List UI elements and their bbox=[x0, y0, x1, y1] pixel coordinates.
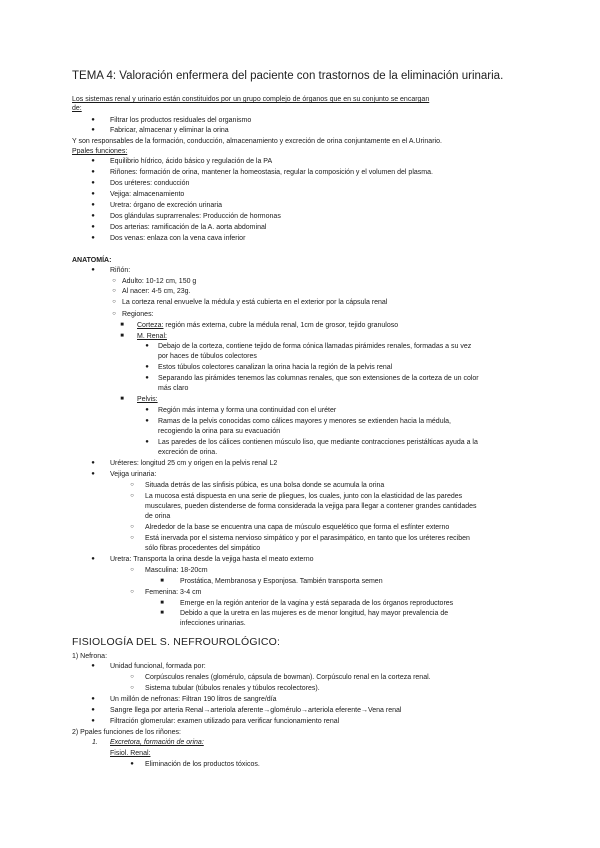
list-item: Situada detrás de las sínfisis púbica, es una bolsa donde se acumula la orina bbox=[145, 482, 385, 489]
list-item-continuation: musculares, pueden distenderse de forma considerada la vejiga para llegar a contener grandes cantidades bbox=[145, 503, 477, 510]
bullet-icon: ● bbox=[91, 696, 95, 702]
bullet-icon: ■ bbox=[120, 333, 124, 339]
list-item: Riñones: formación de orina, mantener la homeostasia, regular la composición y el volumen del plasma. bbox=[110, 169, 433, 176]
list-item: Adulto: 10-12 cm, 150 g bbox=[122, 278, 197, 285]
section-heading: ANATOMÍA: bbox=[72, 257, 112, 264]
list-item: Eliminación de los productos tóxicos. bbox=[145, 761, 260, 768]
list-item: Está inervada por el sistema nervioso simpático y por el parasimpático, en tanto que los uréteres reciben bbox=[145, 535, 470, 542]
list-item: Fabricar, almacenar y eliminar la orina bbox=[110, 127, 229, 134]
subheading: 2) Ppales funciones de los riñones: bbox=[72, 729, 181, 736]
list-item: Prostática, Membranosa y Esponjosa. También transporta semen bbox=[180, 578, 383, 585]
bullet-icon: ● bbox=[91, 127, 95, 133]
subheading: 1) Nefrona: bbox=[72, 653, 108, 660]
list-item-continuation: por haces de túbulos colectores bbox=[158, 353, 257, 360]
bullet-icon: ● bbox=[145, 407, 149, 413]
list-item: Equilibrio hídrico, ácido básico y regulación de la PA bbox=[110, 158, 273, 165]
intro-line-1: Los sistemas renal y urinario están constituidos por un grupo complejo de órganos que en su conjunto se encargan bbox=[72, 96, 430, 103]
list-item-continuation: sólo fibras procedentes del simpático bbox=[145, 545, 261, 552]
region-label: Pelvis: bbox=[137, 396, 158, 403]
list-item: Dos glándulas suprarrenales: Producción de hormonas bbox=[110, 213, 281, 220]
list-item: Alrededor de la base se encuentra una capa de músculo esquelético que forma el esfínter externo bbox=[145, 524, 450, 531]
bullet-icon: ● bbox=[91, 267, 95, 273]
list-item: Masculina: 18-20cm bbox=[145, 567, 208, 574]
list-item: Sistema tubular (túbulos renales y túbulos recolectores). bbox=[145, 685, 320, 692]
bullet-icon: ○ bbox=[130, 674, 134, 680]
bullet-icon: ■ bbox=[120, 396, 124, 402]
bullet-icon: ○ bbox=[112, 288, 116, 294]
list-item: Excretora, formación de orina: bbox=[110, 739, 204, 746]
region-label: M. Renal: bbox=[137, 333, 167, 340]
bullet-icon: ● bbox=[91, 191, 95, 197]
bullet-icon: ■ bbox=[160, 578, 164, 584]
list-item: Dos uréteres: conducción bbox=[110, 180, 190, 187]
list-item: Ramas de la pelvis conocidas como cálices mayores y menores se extienden hacia la médula, bbox=[158, 418, 451, 425]
list-item: Al nacer: 4-5 cm, 23g. bbox=[122, 288, 191, 295]
bullet-icon: ● bbox=[130, 761, 134, 767]
bullet-icon: ● bbox=[145, 343, 149, 349]
bullet-icon: ○ bbox=[130, 524, 134, 530]
list-item-continuation: de orina bbox=[145, 513, 171, 520]
bullet-icon: ● bbox=[145, 418, 149, 424]
list-item: Un millón de nefronas: Filtran 190 litros de sangre/día bbox=[110, 696, 277, 703]
list-item: Uretra: órgano de excreción urinaria bbox=[110, 202, 223, 209]
bullet-icon: ■ bbox=[160, 610, 164, 616]
list-item-continuation: más claro bbox=[158, 385, 189, 392]
list-item: Dos venas: enlaza con la vena cava inferior bbox=[110, 235, 246, 242]
list-item: Filtración glomerular: examen utilizado para verificar funcionamiento renal bbox=[110, 718, 340, 725]
section-heading: FISIOLOGÍA DEL S. NEFROUROLÓGICO: bbox=[72, 636, 281, 648]
bullet-icon: ● bbox=[145, 364, 149, 370]
bullet-icon: ○ bbox=[130, 567, 134, 573]
bullet-icon: ● bbox=[91, 663, 95, 669]
list-item: Debido a que la uretra en las mujeres es de menor longitud, hay mayor prevalencia de bbox=[180, 610, 449, 617]
bullet-icon: ● bbox=[91, 224, 95, 230]
intro-responsibility: Y son responsables de la formación, conducción, almacenamiento y excreción de orina conjuntamente en el A.Urinario. bbox=[72, 138, 442, 145]
bullet-icon: ■ bbox=[120, 322, 124, 328]
list-item: Vejiga urinaria: bbox=[110, 471, 157, 478]
list-item: Riñón: bbox=[110, 267, 131, 274]
section-heading: Ppales funciones: bbox=[72, 148, 128, 155]
list-item: La mucosa está dispuesta en una serie de pliegues, los cuales, junto con la elasticidad de las paredes bbox=[145, 493, 463, 500]
subheading: Fisiol. Renal: bbox=[110, 750, 151, 757]
list-item: Uretra: Transporta la orina desde la vejiga hasta el meato externo bbox=[110, 556, 314, 563]
bullet-icon: ● bbox=[91, 460, 95, 466]
bullet-icon: ○ bbox=[130, 589, 134, 595]
list-item: Región más interna y forma una continuidad con el uréter bbox=[158, 407, 337, 414]
bullet-icon: ○ bbox=[130, 482, 134, 488]
region-label: Corteza: bbox=[137, 322, 164, 329]
list-item-continuation: infecciones urinarias. bbox=[180, 620, 246, 627]
list-item: Emerge en la región anterior de la vagina y está separada de los órganos reproductores bbox=[180, 600, 454, 607]
bullet-icon: ● bbox=[145, 439, 149, 445]
list-item: Corpúsculos renales (glomérulo, cápsula de bowman). Corpúsculo renal en la corteza renal. bbox=[145, 674, 431, 681]
bullet-icon: ○ bbox=[130, 493, 134, 499]
region-text: región más externa, cubre la médula renal, 1cm de grosor, tejido granuloso bbox=[163, 322, 399, 329]
bullet-icon: ○ bbox=[112, 278, 116, 284]
bullet-icon: ● bbox=[91, 169, 95, 175]
list-item: Sangre llega por arteria Renal→arteriola aferente→glomérulo→arteriola eferente→Vena renal bbox=[110, 707, 402, 714]
list-item: La corteza renal envuelve la médula y está cubierta en el exterior por la cápsula renal bbox=[122, 299, 388, 306]
bullet-icon: ■ bbox=[160, 600, 164, 606]
list-item: Dos arterias: ramificación de la A. aorta abdominal bbox=[110, 224, 267, 231]
bullet-icon: ● bbox=[91, 117, 95, 123]
list-item-continuation: recogiendo la orina para su evacuación bbox=[158, 428, 281, 435]
list-item bbox=[137, 321, 398, 330]
list-item: Unidad funcional, formada por: bbox=[110, 663, 206, 670]
list-item: Uréteres: longitud 25 cm y origen en la pelvis renal L2 bbox=[110, 460, 278, 467]
page-title: TEMA 4: Valoración enfermera del paciente con trastornos de la eliminación urinaria. bbox=[72, 70, 504, 82]
intro-line-2: de: bbox=[72, 105, 82, 112]
bullet-icon: ● bbox=[91, 707, 95, 713]
list-item: Femenina: 3-4 cm bbox=[145, 589, 202, 596]
bullet-icon: ● bbox=[91, 718, 95, 724]
list-item: Las paredes de los cálices contienen músculo liso, que mediante contracciones peristálticas ayuda a la bbox=[158, 439, 478, 446]
bullet-icon: ● bbox=[91, 471, 95, 477]
bullet-icon: ○ bbox=[112, 299, 116, 305]
list-item: Regiones: bbox=[122, 311, 154, 318]
bullet-icon: ● bbox=[91, 202, 95, 208]
bullet-icon: ● bbox=[91, 556, 95, 562]
bullet-icon: ● bbox=[91, 158, 95, 164]
bullet-icon: ● bbox=[91, 235, 95, 241]
list-item: Debajo de la corteza, contiene tejido de forma cónica llamadas pirámides renales, formadas a su vez bbox=[158, 343, 472, 350]
list-number: 1. bbox=[92, 739, 98, 746]
list-item: Estos túbulos colectores canalizan la orina hacia la región de la pelvis renal bbox=[158, 364, 393, 371]
list-item: Separando las pirámides tenemos las columnas renales, que son extensiones de la corteza de un color bbox=[158, 375, 479, 382]
bullet-icon: ● bbox=[91, 213, 95, 219]
bullet-icon: ○ bbox=[130, 685, 134, 691]
list-item-continuation: excreción de orina. bbox=[158, 449, 218, 456]
bullet-icon: ● bbox=[145, 375, 149, 381]
list-item: Vejiga: almacenamiento bbox=[110, 191, 185, 198]
bullet-icon: ● bbox=[91, 180, 95, 186]
bullet-icon: ○ bbox=[112, 311, 116, 317]
list-item: Filtrar los productos residuales del organismo bbox=[110, 117, 252, 124]
bullet-icon: ○ bbox=[130, 535, 134, 541]
